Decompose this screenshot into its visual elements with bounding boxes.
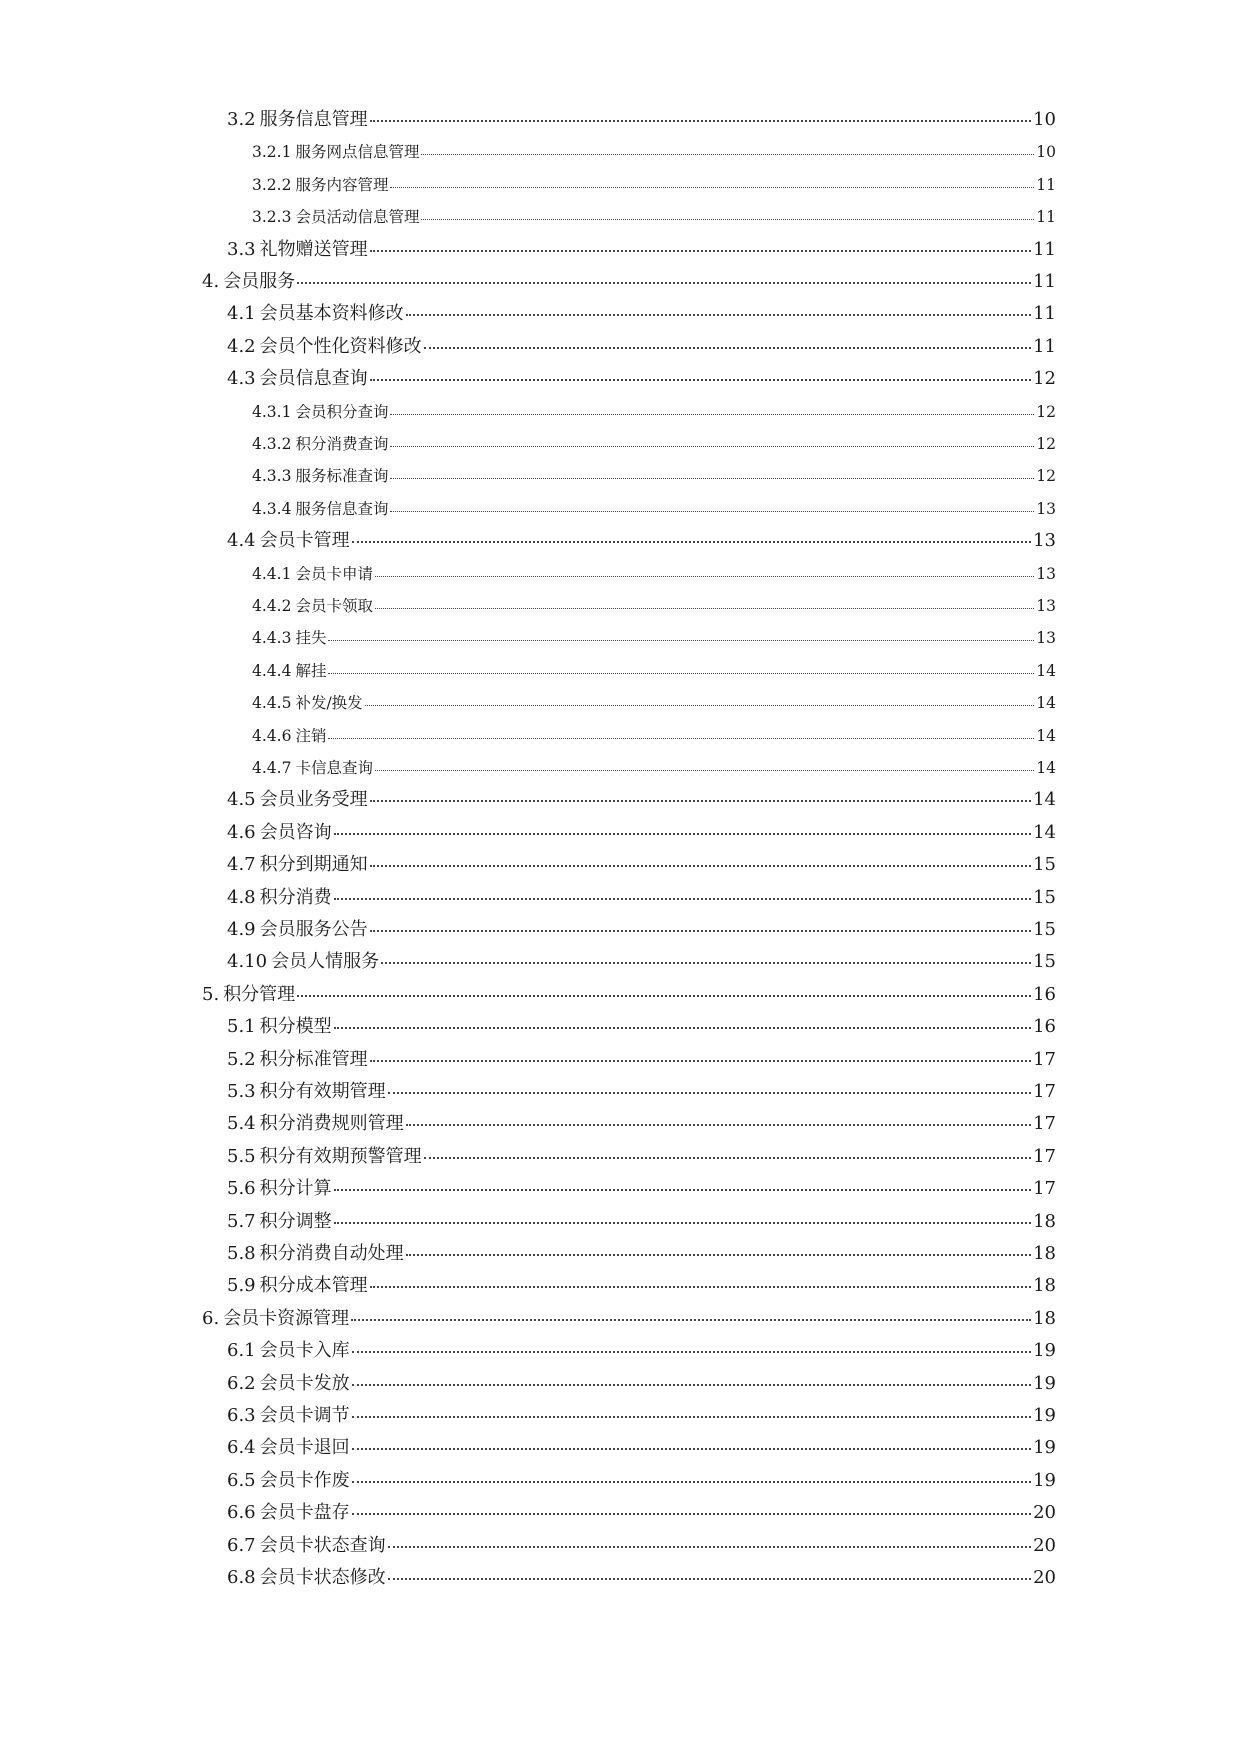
- toc-entry-title: 会员卡资源管理: [223, 1307, 350, 1329]
- toc-entry[interactable]: [202, 1303, 1056, 1335]
- dot-leader: [328, 672, 1034, 674]
- toc-entry-number: 6.4: [227, 1437, 256, 1459]
- dot-leader: [370, 799, 1031, 802]
- toc-entry-page-number: 10: [1033, 109, 1056, 130]
- toc-entry[interactable]: [227, 1206, 1056, 1238]
- toc-entry-title: 会员卡发放: [259, 1372, 350, 1394]
- toc-entry[interactable]: [252, 655, 1056, 687]
- toc-entry-number: 4.4.4: [252, 661, 292, 680]
- toc-entry-number: 4.6: [227, 821, 256, 843]
- toc-entry-page-number: 20: [1033, 1567, 1056, 1588]
- toc-entry-title: 积分到期通知: [259, 854, 368, 876]
- toc-entry-number: 6.6: [227, 1502, 256, 1524]
- toc-entry-title: 积分调整: [259, 1210, 332, 1232]
- toc-entry-page-number: 15: [1033, 951, 1056, 973]
- toc-entry[interactable]: [227, 331, 1056, 363]
- toc-entry-number: 4.1: [227, 303, 256, 325]
- toc-entry[interactable]: [227, 1530, 1056, 1562]
- toc-entry-page-number: 17: [1033, 1145, 1056, 1167]
- dot-leader: [334, 897, 1031, 900]
- toc-entry-title: 会员卡盘存: [259, 1502, 350, 1524]
- toc-entry-page-number: 11: [1033, 303, 1056, 325]
- toc-entry[interactable]: [227, 1173, 1056, 1205]
- dot-leader: [388, 1577, 1031, 1580]
- toc-entry-title: 积分消费: [259, 886, 332, 908]
- toc-entry-title: 积分消费规则管理: [259, 1113, 404, 1135]
- toc-entry-title: 补发/换发: [295, 694, 363, 713]
- dot-leader: [390, 510, 1034, 512]
- toc-entry[interactable]: [252, 460, 1056, 492]
- toc-entry[interactable]: [227, 1562, 1056, 1594]
- dot-leader: [421, 218, 1034, 220]
- toc-entry-number: 6.7: [227, 1534, 256, 1556]
- toc-entry-title: 服务信息管理: [259, 109, 368, 130]
- toc-entry-number: 5.1: [227, 1016, 256, 1038]
- toc-entry[interactable]: [227, 1076, 1056, 1108]
- toc-entry-title: 积分有效期管理: [259, 1081, 386, 1102]
- dot-leader: [334, 832, 1031, 835]
- dot-leader: [352, 1350, 1031, 1353]
- toc-entry[interactable]: [252, 428, 1056, 460]
- toc-entry-page-number: 11: [1036, 175, 1056, 194]
- dot-leader: [297, 281, 1031, 284]
- dot-leader: [381, 961, 1031, 964]
- toc-entry-title: 积分计算: [259, 1178, 332, 1200]
- toc-entry[interactable]: [227, 882, 1056, 914]
- toc-entry-number: 4.10: [227, 951, 268, 973]
- toc-entry-number: 4.4.5: [252, 694, 292, 713]
- toc-entry[interactable]: [202, 979, 1056, 1011]
- toc-entry-number: 5.8: [227, 1243, 256, 1264]
- dot-leader: [375, 575, 1034, 577]
- toc-entry-page-number: 15: [1033, 886, 1056, 908]
- dot-leader: [334, 1026, 1031, 1029]
- toc-entry-number: 4.: [202, 271, 220, 292]
- toc-entry-page-number: 14: [1033, 789, 1056, 811]
- dot-leader: [390, 445, 1034, 447]
- toc-entry-page-number: 17: [1033, 1048, 1056, 1070]
- toc-entry[interactable]: [252, 136, 1056, 168]
- toc-entry-page-number: 17: [1033, 1081, 1056, 1102]
- toc-entry-title: 解挂: [295, 661, 327, 680]
- toc-entry-number: 4.4.7: [252, 759, 292, 777]
- dot-leader: [352, 540, 1031, 543]
- dot-leader: [390, 413, 1034, 415]
- toc-entry-title: 服务标准查询: [295, 467, 389, 486]
- toc-entry-title: 积分消费查询: [295, 435, 389, 453]
- toc-entry-page-number: 14: [1036, 694, 1056, 713]
- toc-entry-number: 3.3: [227, 238, 256, 260]
- dot-leader: [406, 1123, 1031, 1126]
- toc-entry-number: 4.4.2: [252, 597, 292, 615]
- dot-leader: [352, 1447, 1031, 1450]
- toc-entry-page-number: 11: [1033, 271, 1056, 292]
- toc-entry-page-number: 17: [1033, 1178, 1056, 1200]
- toc-entry-title: 会员卡申请: [295, 564, 373, 583]
- toc-entry-number: 4.2: [227, 335, 256, 357]
- toc-entry-page-number: 15: [1033, 854, 1056, 876]
- toc-entry[interactable]: [227, 1465, 1056, 1497]
- toc-entry-number: 4.3.4: [252, 499, 292, 518]
- toc-entry-title: 卡信息查询: [295, 759, 373, 777]
- toc-entry-number: 4.4.1: [252, 564, 292, 583]
- toc-entry-number: 5.6: [227, 1178, 256, 1200]
- toc-entry[interactable]: [252, 558, 1056, 590]
- toc-entry[interactable]: [227, 1335, 1056, 1367]
- dot-leader: [388, 1091, 1031, 1094]
- toc-entry-title: 会员卡退回: [259, 1437, 350, 1459]
- toc-entry-title: 会员卡管理: [259, 530, 350, 552]
- dot-leader: [351, 1318, 1031, 1321]
- toc-entry[interactable]: [227, 1108, 1056, 1140]
- toc-entry-number: 6.5: [227, 1469, 256, 1491]
- toc-entry[interactable]: [227, 946, 1056, 978]
- dot-leader: [370, 1059, 1031, 1062]
- toc-entry[interactable]: [227, 1368, 1056, 1400]
- toc-entry[interactable]: [227, 363, 1056, 395]
- toc-entry[interactable]: [227, 1044, 1056, 1076]
- toc-entry-title: 积分有效期预警管理: [259, 1145, 422, 1167]
- toc-entry[interactable]: [227, 1011, 1056, 1043]
- dot-leader: [328, 737, 1034, 739]
- dot-leader: [334, 1188, 1031, 1191]
- toc-entry-title: 会员积分查询: [295, 402, 389, 421]
- toc-entry-number: 4.4.3: [252, 629, 292, 648]
- dot-leader: [370, 378, 1031, 381]
- dot-leader: [370, 119, 1031, 122]
- toc-entry[interactable]: [227, 234, 1056, 266]
- toc-entry-page-number: 18: [1033, 1275, 1056, 1297]
- toc-entry-title: 会员服务: [223, 271, 296, 292]
- toc-entry-number: 3.2.2: [252, 175, 292, 194]
- toc-entry-page-number: 10: [1036, 143, 1056, 162]
- dot-leader: [297, 994, 1031, 997]
- dot-leader: [390, 186, 1034, 188]
- toc-entry-title: 积分成本管理: [259, 1275, 368, 1297]
- toc-entry-number: 3.2.1: [252, 143, 292, 162]
- toc-entry-page-number: 16: [1033, 983, 1056, 1005]
- toc-entry[interactable]: [227, 849, 1056, 881]
- toc-entry-page-number: 16: [1033, 1016, 1056, 1038]
- toc-entry-number: 4.8: [227, 886, 256, 908]
- toc-entry-page-number: 14: [1033, 821, 1056, 843]
- dot-leader: [370, 1285, 1031, 1288]
- toc-entry-page-number: 12: [1036, 402, 1056, 421]
- dot-leader: [370, 864, 1031, 867]
- toc-entry[interactable]: [227, 784, 1056, 816]
- toc-entry-page-number: 11: [1033, 335, 1056, 357]
- toc-entry-title: 积分标准管理: [259, 1048, 368, 1070]
- toc-entry-page-number: 13: [1036, 597, 1056, 615]
- toc-entry-number: 3.2.3: [252, 208, 292, 227]
- toc-entry-title: 会员卡入库: [259, 1340, 350, 1362]
- toc-entry-title: 会员服务公告: [259, 919, 368, 940]
- toc-entry-page-number: 11: [1033, 238, 1056, 260]
- toc-entry-page-number: 13: [1036, 564, 1056, 583]
- toc-entry-number: 4.9: [227, 919, 256, 940]
- dot-leader: [375, 607, 1034, 609]
- toc-entry-number: 5.5: [227, 1145, 256, 1167]
- toc-entry-page-number: 19: [1033, 1405, 1056, 1426]
- toc-entry-number: 4.3: [227, 368, 256, 390]
- toc-entry-title: 挂失: [295, 629, 327, 648]
- toc-entry-number: 6.: [202, 1307, 220, 1329]
- toc-entry-title: 积分模型: [259, 1016, 332, 1038]
- toc-entry-number: 4.4: [227, 530, 256, 552]
- toc-entry-title: 会员个性化资料修改: [259, 335, 422, 357]
- toc-entry-page-number: 19: [1033, 1469, 1056, 1491]
- toc-entry-title: 积分消费自动处理: [259, 1243, 404, 1264]
- toc-entry-number: 5.3: [227, 1081, 256, 1102]
- toc-entry-number: 6.8: [227, 1567, 256, 1588]
- dot-leader: [375, 769, 1034, 771]
- toc-entry-number: 5.: [202, 983, 220, 1005]
- toc-entry-page-number: 14: [1036, 661, 1056, 680]
- toc-entry-page-number: 11: [1036, 208, 1056, 227]
- toc-entry[interactable]: [252, 493, 1056, 525]
- toc-entry-number: 4.3.1: [252, 402, 292, 421]
- toc-entry[interactable]: [227, 1400, 1056, 1432]
- toc-entry-number: 6.2: [227, 1372, 256, 1394]
- toc-entry[interactable]: [252, 201, 1056, 233]
- toc-entry-title: 会员人情服务: [271, 951, 380, 973]
- toc-entry-number: 6.3: [227, 1405, 256, 1426]
- dot-leader: [406, 313, 1031, 316]
- toc-entry[interactable]: [202, 266, 1056, 298]
- toc-entry-title: 会员咨询: [259, 821, 332, 843]
- toc-entry-page-number: 13: [1033, 530, 1056, 552]
- toc-entry[interactable]: [227, 1238, 1056, 1270]
- toc-entry-title: 会员卡调节: [259, 1405, 350, 1426]
- toc-entry-number: 4.7: [227, 854, 256, 876]
- toc-entry-page-number: 12: [1036, 467, 1056, 486]
- toc-entry-title: 礼物赠送管理: [259, 238, 368, 260]
- toc-entry-page-number: 19: [1033, 1340, 1056, 1362]
- toc-entry-page-number: 18: [1033, 1307, 1056, 1329]
- toc-entry[interactable]: [227, 1270, 1056, 1302]
- dot-leader: [352, 1415, 1031, 1418]
- toc-entry-page-number: 13: [1036, 629, 1056, 648]
- toc-entry-number: 4.5: [227, 789, 256, 811]
- dot-leader: [406, 1253, 1031, 1256]
- toc-entry[interactable]: [252, 752, 1056, 784]
- toc-entry-title: 会员业务受理: [259, 789, 368, 811]
- dot-leader: [365, 704, 1035, 706]
- toc-entry-number: 6.1: [227, 1340, 256, 1362]
- toc-entry-page-number: 17: [1033, 1113, 1056, 1135]
- toc-entry[interactable]: [227, 104, 1056, 136]
- toc-entry-page-number: 19: [1033, 1372, 1056, 1394]
- toc-entry-page-number: 12: [1036, 435, 1056, 453]
- dot-leader: [334, 1221, 1031, 1224]
- toc-entry-title: 积分管理: [223, 983, 296, 1005]
- toc-entry[interactable]: [227, 525, 1056, 557]
- toc-entry[interactable]: [252, 687, 1056, 719]
- toc-entry-number: 4.3.3: [252, 467, 292, 486]
- toc-entry[interactable]: [227, 1432, 1056, 1464]
- toc-entry-page-number: 20: [1033, 1502, 1056, 1524]
- dot-leader: [352, 1383, 1031, 1386]
- toc-entry-title: 服务信息查询: [295, 499, 389, 518]
- toc-entry-page-number: 15: [1033, 919, 1056, 940]
- toc-entry-number: 5.4: [227, 1113, 256, 1135]
- toc-entry-title: 会员卡状态修改: [259, 1567, 386, 1588]
- toc-entry-page-number: 13: [1036, 499, 1056, 518]
- dot-leader: [352, 1512, 1031, 1515]
- toc-entry[interactable]: [252, 590, 1056, 622]
- toc-entry[interactable]: [227, 1141, 1056, 1173]
- dot-leader: [424, 346, 1031, 349]
- toc-entry-title: 注销: [295, 726, 327, 745]
- toc-entry-number: 3.2: [227, 109, 256, 130]
- toc-entry[interactable]: [227, 914, 1056, 946]
- toc-entry[interactable]: [252, 720, 1056, 752]
- toc-entry-page-number: 14: [1036, 726, 1056, 745]
- toc-entry-title: 会员活动信息管理: [295, 208, 420, 227]
- toc-entry[interactable]: [252, 169, 1056, 201]
- toc-entry-number: 4.3.2: [252, 435, 292, 453]
- dot-leader: [328, 639, 1034, 641]
- toc-entry[interactable]: [227, 298, 1056, 330]
- toc-entry[interactable]: [227, 1497, 1056, 1529]
- toc-entry-title: 服务内容管理: [295, 175, 389, 194]
- toc-entry-page-number: 19: [1033, 1437, 1056, 1459]
- toc-entry-title: 会员基本资料修改: [259, 303, 404, 325]
- toc-entry-page-number: 20: [1033, 1534, 1056, 1556]
- toc-entry-title: 会员卡领取: [295, 597, 373, 615]
- toc-entry-page-number: 18: [1033, 1243, 1056, 1264]
- dot-leader: [370, 929, 1031, 932]
- toc-entry-page-number: 18: [1033, 1210, 1056, 1232]
- dot-leader: [390, 477, 1034, 479]
- toc-entry-number: 5.9: [227, 1275, 256, 1297]
- toc-entry-page-number: 14: [1036, 759, 1056, 777]
- toc-entry[interactable]: [252, 396, 1056, 428]
- dot-leader: [421, 153, 1034, 155]
- dot-leader: [424, 1156, 1031, 1159]
- toc-entry-title: 服务网点信息管理: [295, 143, 420, 162]
- toc-entry-title: 会员信息查询: [259, 368, 368, 390]
- dot-leader: [388, 1545, 1031, 1548]
- toc-entry[interactable]: [227, 817, 1056, 849]
- toc-entry-number: 5.7: [227, 1210, 256, 1232]
- dot-leader: [370, 249, 1031, 252]
- toc-entry-page-number: 12: [1033, 368, 1056, 390]
- toc-entry[interactable]: [252, 622, 1056, 654]
- toc-entry-title: 会员卡作废: [259, 1469, 350, 1491]
- toc-entry-number: 5.2: [227, 1048, 256, 1070]
- toc-entry-title: 会员卡状态查询: [259, 1534, 386, 1556]
- dot-leader: [352, 1480, 1031, 1483]
- toc-entry-number: 4.4.6: [252, 726, 292, 745]
